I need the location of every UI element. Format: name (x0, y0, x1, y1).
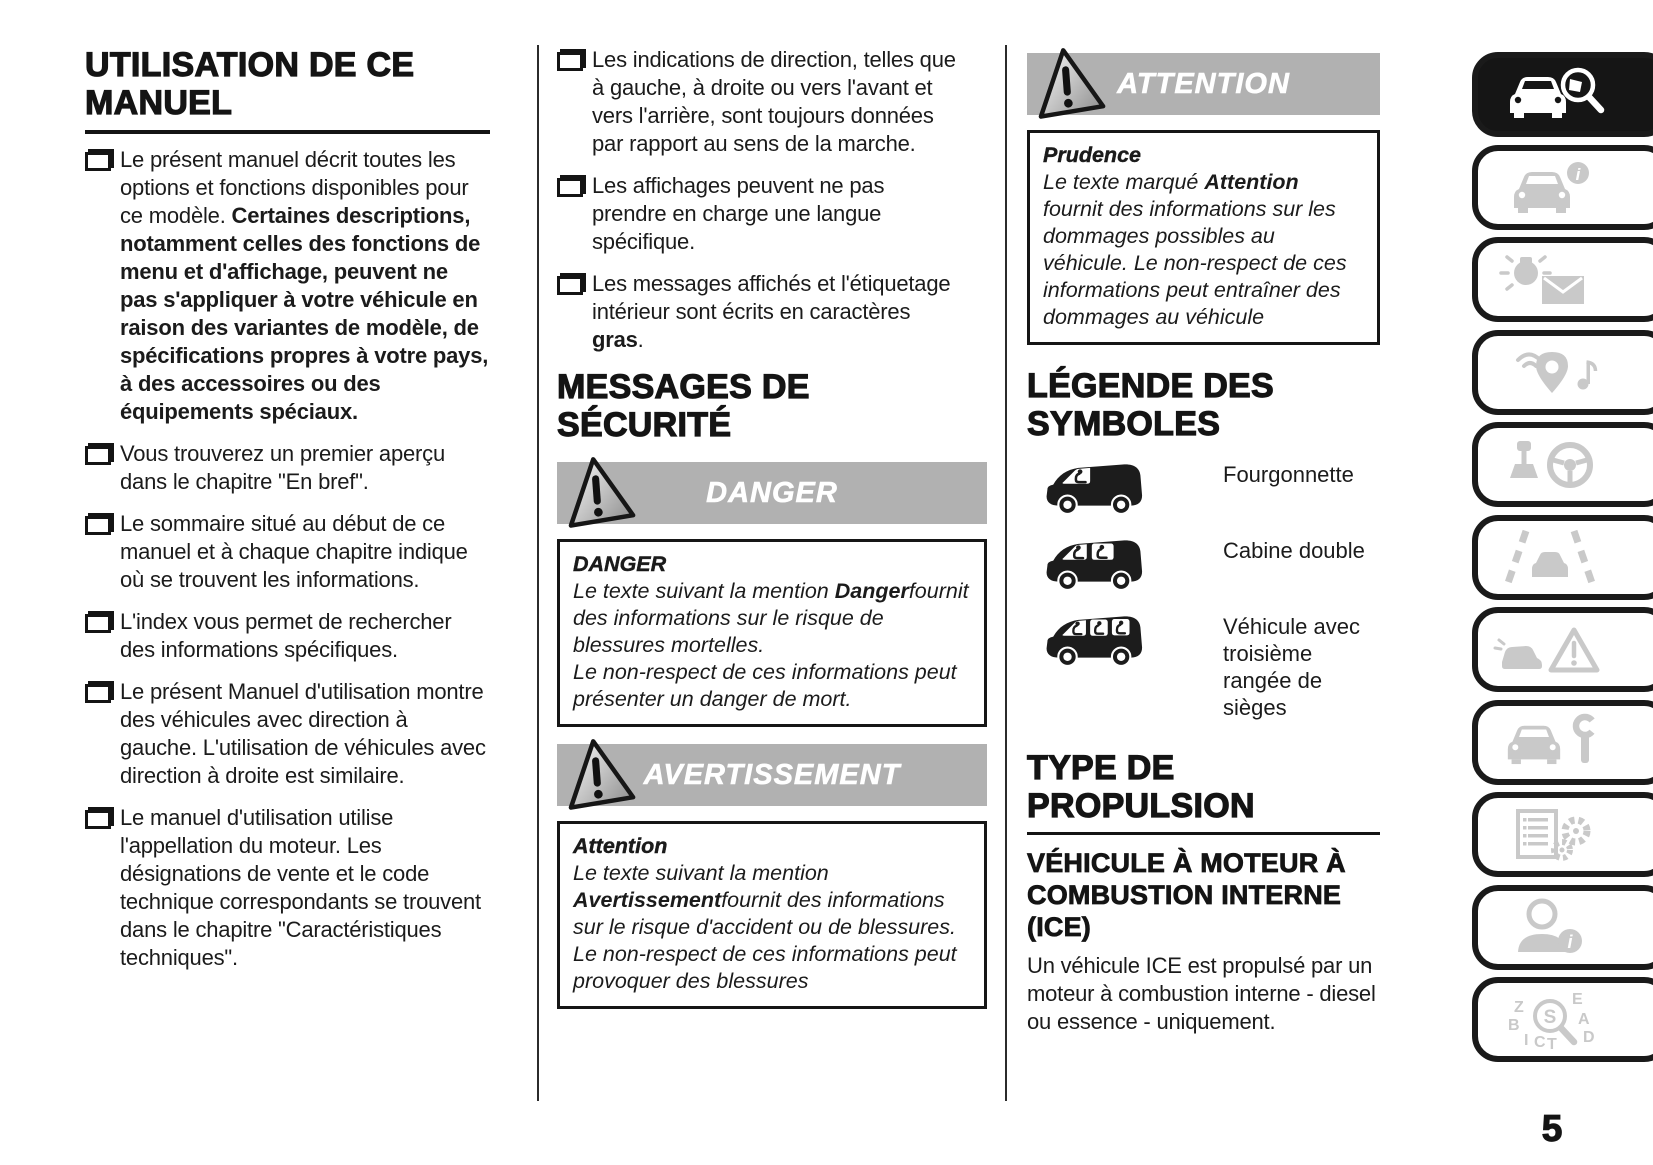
tab-emergency[interactable] (1472, 607, 1653, 692)
list-item (557, 270, 987, 354)
list-item (85, 804, 490, 972)
legend-label: Véhicule avec troisième rangée de sièges (1223, 614, 1360, 721)
warning-box-title: DANGER (573, 552, 667, 577)
tab-warning-lights-messages[interactable] (1472, 237, 1653, 322)
body-text-bold: gras (592, 327, 638, 352)
navigation-multimedia-icon (1490, 340, 1610, 404)
column-usage (85, 46, 490, 986)
svg-text:S: S (1543, 1006, 1557, 1028)
danger-box (557, 539, 987, 727)
tab-driver-assistance[interactable] (1472, 515, 1653, 600)
tab-vehicle-info[interactable] (1472, 145, 1653, 230)
legend-label: Cabine double (1223, 538, 1365, 564)
list-item (557, 172, 987, 256)
body-text: L'index vous permet de rechercher des informations spécifiques. (120, 609, 452, 663)
van-cargo-icon (1041, 457, 1151, 519)
van-third-row-icon (1041, 609, 1151, 671)
body-text-bold: Certaines descriptions, notamment celles des fonctions de menu et d'affichage, peuvent ne pas s'appliquer à votre véhicule en raison des variantes de modèle, de spécifications propres à votre pays, à des accessoires ou des équipements spéciaux. (120, 203, 489, 425)
warning-light-message-icon (1490, 248, 1610, 312)
svg-text:Z: Z (1514, 998, 1524, 1016)
page-number: 5 (1541, 1108, 1563, 1149)
list-item (85, 510, 490, 594)
car-info-icon (1490, 155, 1610, 219)
section-heading-usage: UTILISATION DE CE MANUEL (85, 46, 415, 123)
svg-text:D: D (1583, 1028, 1595, 1046)
collision-warning-icon (1490, 618, 1610, 682)
tab-index[interactable] (1472, 977, 1653, 1062)
body-text: . (637, 327, 644, 352)
square-bullet-icon (85, 684, 111, 703)
svg-text:T: T (1547, 1035, 1557, 1052)
warning-triangle-icon (1027, 42, 1111, 126)
column-legend-propulsion (1027, 46, 1380, 1058)
warning-triangle-icon (557, 451, 641, 535)
square-bullet-icon (557, 52, 583, 71)
warning-box-text: Le texte suivant la mention Dangerfournit des informations sur le risque de blessures mortelles. (573, 579, 969, 658)
caution-box (1027, 130, 1380, 345)
square-bullet-icon (557, 276, 583, 295)
svg-text:B: B (1508, 1016, 1520, 1034)
svg-text:i: i (1575, 165, 1581, 184)
caution-banner (1027, 53, 1380, 115)
svg-text:A: A (1578, 1010, 1590, 1028)
tab-starting-driving[interactable] (1472, 422, 1653, 507)
svg-text:C: C (1534, 1033, 1546, 1051)
body-text: Les affichages peuvent ne pas prendre en charge une langue spécifique. (592, 173, 885, 254)
danger-banner (557, 462, 987, 524)
square-bullet-icon (85, 446, 111, 465)
tab-maintenance[interactable] (1472, 700, 1653, 785)
section-heading-safety-messages: MESSAGES DE SÉCURITÉ (557, 368, 810, 445)
legend-item-van (1041, 533, 1380, 595)
body-text: Le présent manuel décrit toutes les options et fonctions disponibles pour ce modèle. (120, 147, 469, 229)
column-divider (1005, 45, 1007, 1101)
list-item (85, 440, 490, 496)
list-item (557, 46, 987, 158)
warning-banner (557, 744, 987, 806)
car-wrench-icon (1490, 710, 1610, 774)
list-item (85, 678, 490, 790)
list-item (85, 146, 490, 426)
warning-box (557, 821, 987, 1009)
square-bullet-icon (85, 152, 111, 171)
warning-box-text: Le non-respect de ces informations peut provoquer des blessures (573, 942, 957, 994)
warning-box-title: Attention (573, 834, 668, 859)
chapter-tab-bar (1472, 52, 1653, 1070)
square-bullet-icon (85, 614, 111, 633)
tab-customer-info[interactable] (1472, 885, 1653, 970)
section-heading-propulsion: TYPE DE PROPULSION (1027, 749, 1255, 826)
list-item (85, 608, 490, 664)
body-text: Le présent Manuel d'utilisation montre des véhicules avec direction à gauche. L'utilisation de véhicules avec direction à droite est similaire. (120, 679, 486, 789)
body-text: Les messages affichés et l'étiquetage intérieur sont écrits en caractères (592, 271, 951, 324)
body-text: Un véhicule ICE est propulsé par un moteur à combustion interne - diesel ou essence - uniquement. (1027, 952, 1376, 1034)
gearshift-steering-wheel-icon (1490, 433, 1610, 497)
legend-item-van (1041, 609, 1380, 721)
column-safety (557, 46, 987, 1009)
column-divider (537, 45, 539, 1101)
tab-overview[interactable] (1472, 52, 1653, 137)
legend-label: Fourgonnette (1223, 462, 1354, 488)
car-search-icon (1490, 63, 1610, 127)
spec-list-gears-icon (1490, 803, 1610, 867)
letters-magnifier-icon (1490, 988, 1610, 1052)
svg-text:I: I (1524, 1031, 1529, 1049)
person-info-icon (1490, 895, 1610, 959)
heading-rule (1027, 832, 1380, 835)
warning-triangle-icon (557, 733, 641, 817)
van-double-cab-icon (1041, 533, 1151, 595)
body-text: Les indications de direction, telles que à gauche, à droite ou vers l'avant et vers l'arrière, sont toujours données par rapport au sens de la marche. (592, 47, 956, 156)
square-bullet-icon (85, 516, 111, 535)
warning-box-title: Prudence (1043, 143, 1141, 167)
tab-technical-data[interactable] (1472, 792, 1653, 877)
warning-box-text: Le texte marqué Attention fournit des informations sur les dommages possibles au véhicule. Le non-respect de ces informations peut entraîner des dommages au véhicule (1043, 170, 1347, 329)
body-text: Vous trouverez un premier aperçu dans le chapitre "En bref". (120, 441, 445, 495)
danger-banner-label: DANGER (706, 476, 838, 509)
svg-text:E: E (1572, 990, 1583, 1008)
section-heading-legend: LÉGENDE DES SYMBOLES (1027, 367, 1275, 444)
caution-banner-label: ATTENTION (1117, 67, 1290, 100)
body-text: Le sommaire situé au début de ce manuel et à chaque chapitre indique où se trouvent les informations. (120, 511, 468, 593)
warning-box-text: Le non-respect de ces informations peut présenter un danger de mort. (573, 660, 957, 712)
svg-text:i: i (1567, 932, 1573, 952)
legend-item-van (1041, 457, 1380, 519)
warning-box-text: Le texte suivant la mention Avertissementfournit des informations sur le risque d'accident ou de blessures. (573, 861, 956, 940)
square-bullet-icon (557, 178, 583, 197)
square-bullet-icon (85, 810, 111, 829)
warning-banner-label: AVERTISSEMENT (643, 758, 901, 791)
tab-multimedia-navigation[interactable] (1472, 330, 1653, 415)
subheading-ice: VÉHICULE À MOTEUR À COMBUSTION INTERNE (ICE) (1027, 848, 1346, 943)
lane-assist-icon (1490, 525, 1610, 589)
body-text: Le manuel d'utilisation utilise l'appellation du moteur. Les désignations de vente et le code technique correspondants se trouvent dans le chapitre "Caractéristiques techniques". (120, 805, 481, 971)
